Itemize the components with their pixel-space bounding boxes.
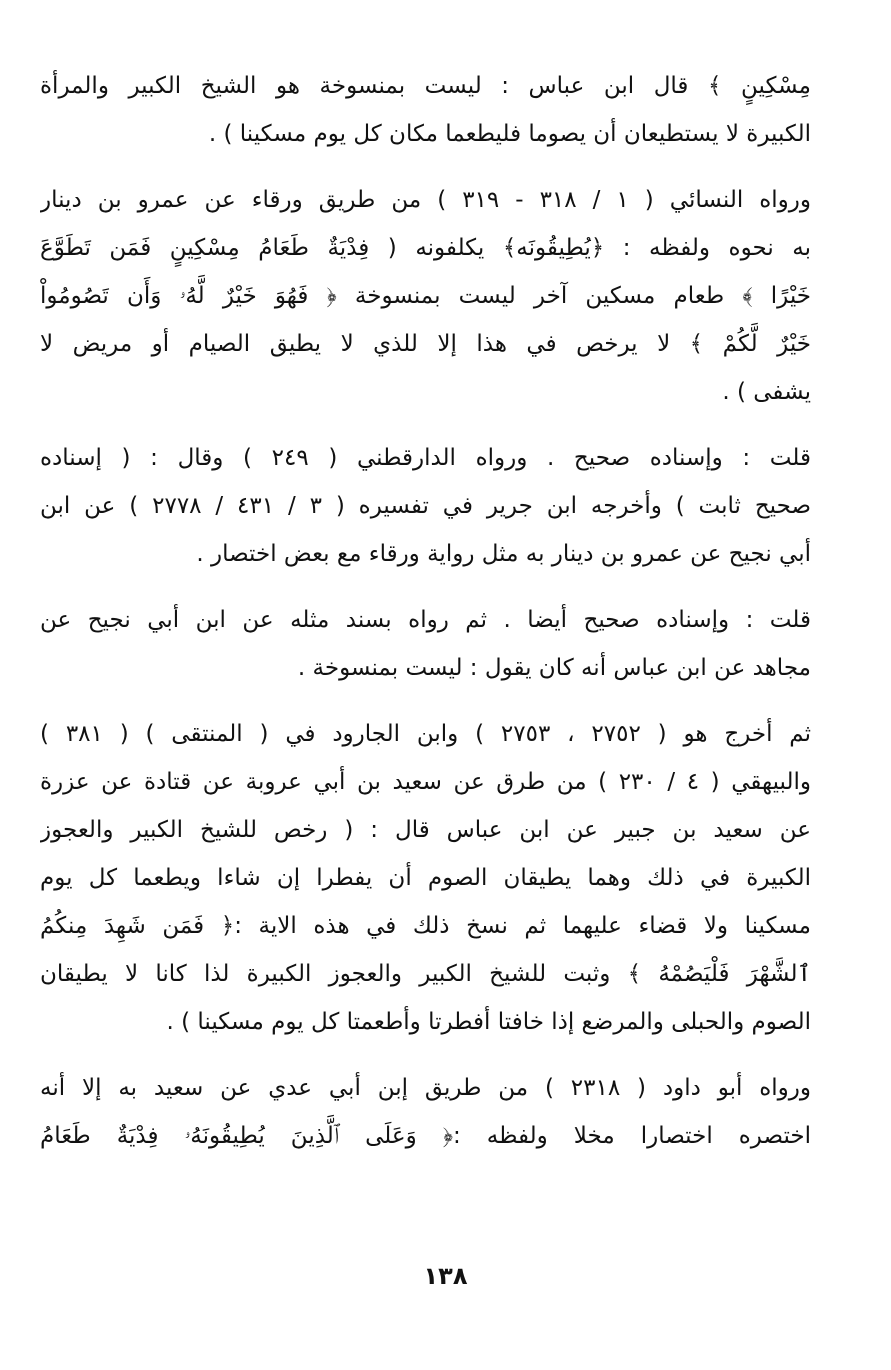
paragraph-6: [40, 1064, 811, 1160]
text-line: ورواه النسائي ( ١ / ٣١٨ - ٣١٩ ) من طريق ورقاء عن عمرو بن دينار: [40, 187, 811, 213]
text-line: الكبيرة في ذلك وهما يطيقان الصوم أن يفطرا إن شاءا ويطعما كل يوم: [40, 865, 811, 891]
text-line: عن سعيد بن جبير عن ابن عباس قال : ( رخص للشيخ الكبير والعجوز: [40, 817, 811, 843]
page-number: ١٣٨: [423, 1262, 468, 1290]
text-line: مِسْكِينٍ ﴾ قال ابن عباس : ليست بمنسوخة هو الشيخ الكبير والمرأة: [40, 73, 811, 99]
paragraph-4: [40, 596, 811, 692]
text-line: ثم أخرج هو ( ٢٧٥٢ ، ٢٧٥٣ ) وابن الجارود في ( المنتقى ) ( ٣٨١ ): [40, 721, 811, 747]
text-line: الكبيرة لا يستطيعان أن يصوما فليطعما مكان كل يوم مسكينا ) .: [208, 121, 811, 147]
page-text: [40, 62, 811, 1178]
paragraph-5: [40, 710, 811, 1046]
text-line: مسكينا ولا قضاء عليهما ثم نسخ ذلك في هذه الاية :﴿ فَمَن شَهِدَ مِنكُمُ: [40, 913, 811, 939]
text-line: خَيْرٌ لَّكُمْ ﴾ لا يرخص في هذا إلا للذي لا يطيق الصيام أو مريض لا: [40, 331, 811, 357]
text-line: مجاهد عن ابن عباس أنه كان يقول : ليست بمنسوخة .: [297, 655, 811, 681]
text-line: ورواه أبو داود ( ٢٣١٨ ) من طريق إبن أبي عدي عن سعيد به إلا أنه: [40, 1075, 811, 1101]
text-line: يشفى ) .: [722, 379, 811, 405]
text-line: به نحوه ولفظه : ﴿يُطِيقُونَه﴾ يكلفونه ( فِدْيَةٌ طَعَامُ مِسْكِينٍ فَمَن تَطَوَّعَ: [40, 235, 811, 261]
text-line: والبيهقي ( ٤ / ٢٣٠ ) من طرق عن سعيد بن أبي عروبة عن قتادة عن عزرة: [40, 769, 811, 795]
paragraph-1: [40, 62, 811, 158]
text-line: الصوم والحبلى والمرضع إذا خافتا أفطرتا وأطعمتا كل يوم مسكينا ) .: [166, 1009, 811, 1035]
text-line: قلت : وإسناده صحيح . ورواه الدارقطني ( ٢٤٩ ) وقال : ( إسناده: [40, 445, 811, 471]
text-line: خَيْرًا ﴾ طعام مسكين آخر ليست بمنسوخة ﴿ فَهُوَ خَيْرٌ لَّهُۥ وَأَن تَصُومُواْ: [40, 283, 811, 309]
paragraph-2: [40, 176, 811, 416]
text-line: ٱلشَّهْرَ فَلْيَصُمْهُ ﴾ وثبت للشيخ الكبير والعجوز الكبيرة لذا كانا لا يطيقان: [40, 961, 811, 987]
text-line: اختصره اختصارا مخلا ولفظه :﴿ وَعَلَى ٱلَّذِينَ يُطِيقُونَهُۥ فِدْيَةٌ طَعَامُ: [40, 1123, 811, 1149]
text-line: أبي نجيح عن عمرو بن دينار به مثل رواية ورقاء مع بعض اختصار .: [196, 541, 811, 567]
paragraph-3: [40, 434, 811, 578]
text-line: قلت : وإسناده صحيح أيضا . ثم رواه بسند مثله عن ابن أبي نجيح عن: [40, 607, 811, 633]
text-line: صحيح ثابت ) وأخرجه ابن جرير في تفسيره ( ٣ / ٤٣١ / ٢٧٧٨ ) عن ابن: [40, 493, 811, 519]
